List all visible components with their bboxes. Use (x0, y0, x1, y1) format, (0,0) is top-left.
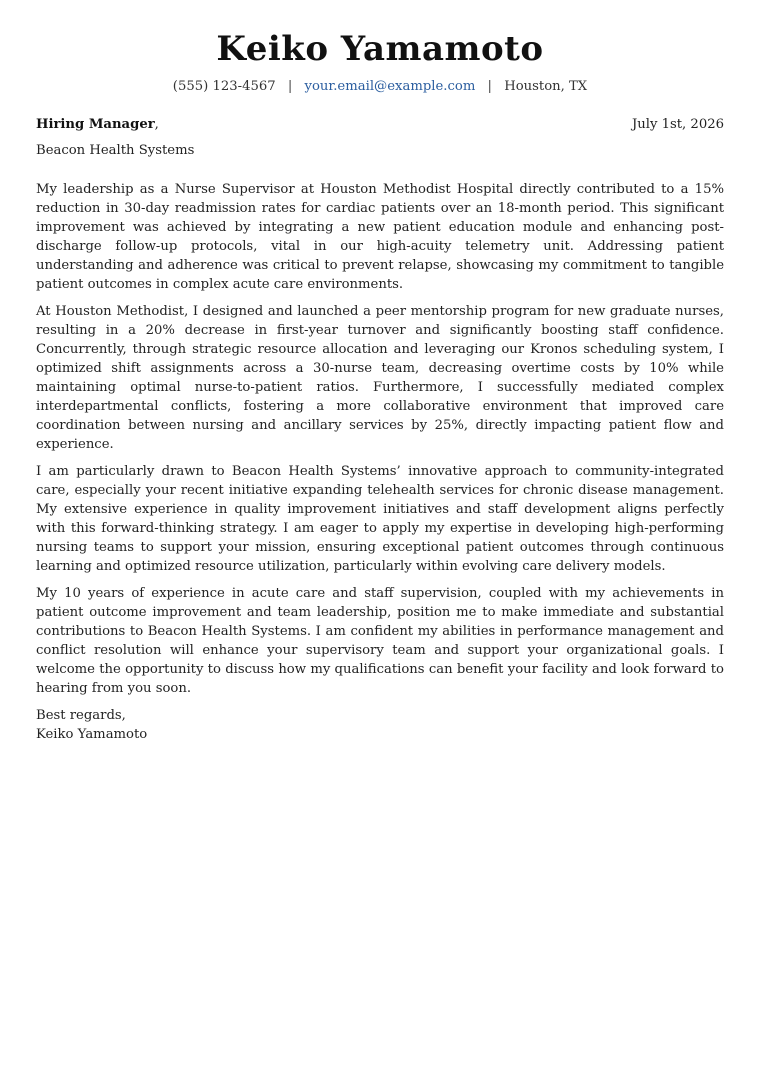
body-paragraph: At Houston Methodist, I designed and launched a peer mentorship program for new graduate nurses, resulting in a 20% decrease in first-year turnover and significantly boosting staff confidence. Concurrently, through strategic resource allocation and leveraging our Kronos scheduling system, I optimized shift assignments across a 30-nurse team, decreasing overtime costs by 10% while maintaining optimal nurse-to-patient ratios. Furthermore, I successfully mediated complex interdepartmental conflicts, fostering a more collaborative environment that improved care coordination between nursing and ancillary services by 25%, directly impacting patient flow and experience. (36, 304, 724, 452)
applicant-name: Keiko Yamamoto (216, 29, 544, 69)
closing-block (36, 706, 724, 744)
contact-line (36, 78, 724, 96)
recipient (36, 116, 159, 134)
recipient-name-suffix: , (154, 117, 159, 132)
letter-body (36, 180, 724, 698)
location: Houston, TX (504, 79, 588, 94)
body-paragraph: I am particularly drawn to Beacon Health Systems’ innovative approach to community-integrated care, especially your recent initiative expanding telehealth services for chronic disease management. My extensive experience in quality improvement initiatives and staff development aligns perfectly with this forward-thinking strategy. I am eager to apply my expertise in developing high-performing nursing teams to support your mission, ensuring exceptional patient outcomes through continuous learning and optimized resource utilization, particularly within evolving care delivery models. (36, 464, 724, 574)
closing-salutation: Best regards, (36, 708, 126, 723)
letter-date: July 1st, 2026 (631, 117, 724, 132)
contact-separator: | (287, 79, 293, 94)
phone-number: (555) 123-4567 (172, 79, 276, 94)
recipient-row (36, 116, 724, 134)
recipient-name: Hiring Manager (36, 117, 155, 132)
contact-separator: | (487, 79, 492, 94)
email-link[interactable]: your.email@example.com (304, 79, 476, 94)
body-paragraph: My leadership as a Nurse Supervisor at Houston Methodist Hospital directly contributed to a 15% reduction in 30-day readmission rates for cardiac patients over an 18-month period. This significant improvement was achieved by integrating a new patient education module and enhancing post-discharge follow-up protocols, vital in our high-acuity telemetry unit. Addressing patient understanding and adherence was critical to prevent relapse, showcasing my commitment to tangible patient outcomes in complex acute care environments. (36, 182, 724, 292)
closing-signature: Keiko Yamamoto (36, 727, 148, 742)
body-paragraph: My 10 years of experience in acute care and staff supervision, coupled with my achievements in patient outcome improvement and team leadership, position me to make immediate and substantial contributions to Beacon Health Systems. I am confident my abilities in performance management and conflict resolution will enhance your supervisory team and support your organizational goals. I welcome the opportunity to discuss how my qualifications can benefit your facility and look forward to hearing from you soon. (36, 586, 724, 696)
recipient-company: Beacon Health Systems (36, 143, 195, 158)
